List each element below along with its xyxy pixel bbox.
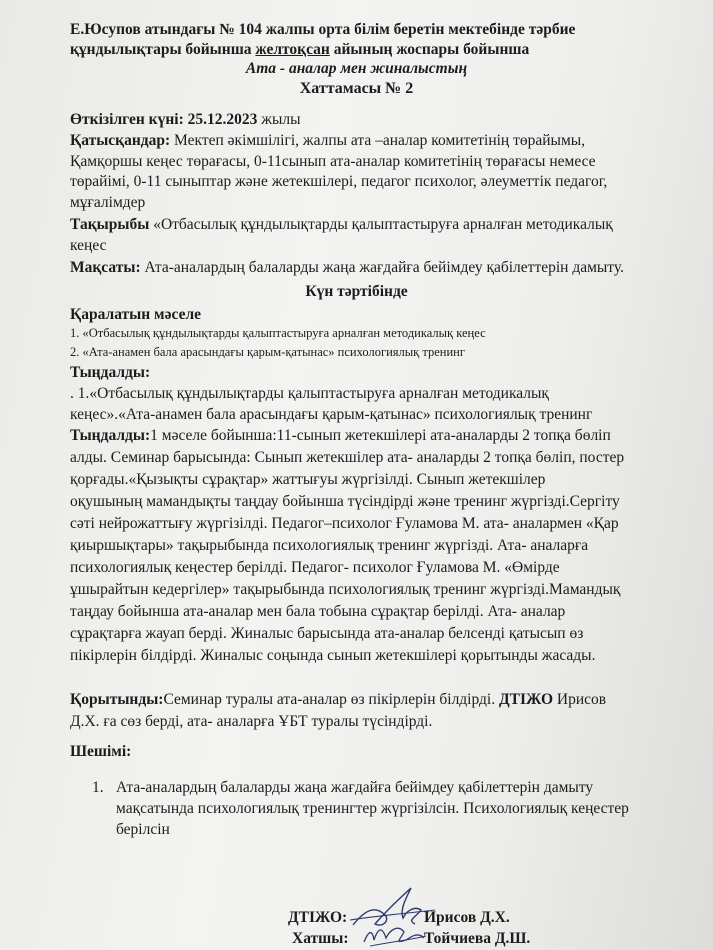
heard2-line-1: алды. Семинар барысында: Сынып жетекшілер ата- аналарды 2 топқа бөліп, постер <box>70 449 625 466</box>
month-underlined: желтоқсан <box>255 41 330 58</box>
decision-label: Шешімі: <box>70 743 132 760</box>
decision-line-2: мақсатында психологиялық тренингтер жүргізілсін. Психологиялық кеңестер <box>116 800 629 817</box>
heard2-line-3: оқушының мамандықты таңдау бойынша түсіндірді және тренинг жүргізді.Сергіту <box>70 493 620 510</box>
heard1-line-2: кеңес».«Ата-анамен бала арасындағы қарым-қатынас» психологиялық тренинг <box>70 406 593 423</box>
signature-name-2: Тойчиева Д.Ш. <box>424 930 531 947</box>
topic-line-2: кеңес <box>70 237 107 254</box>
handwritten-signature-2 <box>360 918 430 950</box>
heard2-line-10: пікірлерін білдірді. Жиналыс соңында сынып жетекшілері қорытынды жасады. <box>70 647 596 664</box>
participants-line-4: мұғалімдер <box>70 194 146 211</box>
agenda-item-2: 2. «Ата-анамен бала арасындағы қарым-қатынас» психологиялық тренинг <box>70 345 465 359</box>
participants-line-2: Қамқоршы кеңес төрағасы, 0-11сынып ата-аналар комитетінің төрағасы немесе <box>70 153 596 170</box>
heard2-line-8: таңдау бойынша ата-аналар мен бала тобына сұрақтар берілді. Ата- аналар <box>70 603 566 620</box>
date-line: Өткізілген күні: 25.12.2023 жылы <box>70 111 301 128</box>
heard2-line-5: қиыршықтары» тақырыбында психологиялық тренинг жүргізді. Ата- аналарға <box>70 537 589 554</box>
heard2-line-9: сұрақтарға жауап берді. Жиналыс барысында ата-аналар белсенді қатысып өз <box>70 625 584 642</box>
decision-line-1: Ата-аналардың балаларды жаңа жағдайға бейімдеу қабілеттерін дамыту <box>116 779 594 796</box>
heard2-line-7: ұшырайтын кедергілер» тақырыбында психологиялық тренинг жүргізді.Мамандық <box>70 581 621 598</box>
participants-line-3: төрайімі, 0-11 сыныптар және жетекшілері, педагог психолог, әлеуметтік педагог, <box>70 173 608 190</box>
heard-label-1: Тыңдалды: <box>70 364 151 381</box>
agenda-item-1: 1. «Отбасылық құндылықтарды қалыптастыруға арналған методикалық кеңес <box>70 326 486 340</box>
heard2-line-0: Тыңдалды:1 мәселе бойынша:11-сынып жетекшілері ата-аналарды 2 топқа бөліп <box>70 427 611 444</box>
heard1-line-1: . 1.«Отбасылық құндылықтарды қалыптастыруға арналған методикалық <box>70 385 549 402</box>
conclusion-line-2: Д.Х. ға сөз берді, ата- аналарға ҰБТ туралы түсіндірді. <box>70 713 433 730</box>
signature-name-1: Ирисов Д.Х. <box>424 909 510 926</box>
goal-line: Мақсаты: Ата-аналардың балаларды жаңа жағдайға бейімдеу қабілеттерін дамыту. <box>70 259 624 276</box>
decision-number: 1. <box>92 779 104 796</box>
conclusion-line-1: Қорытынды:Семинар туралы ата-аналар өз пікірлерін білдірді. ДТІЖО Ирисов <box>70 691 607 708</box>
decision-line-3: берілсін <box>116 821 170 838</box>
topic-line-1: Тақырыбы «Отбасылық құндылықтарды қалыптастыруға арналған методикалық <box>70 216 613 233</box>
signature-role-1: ДТІЖО: <box>288 909 348 926</box>
protocol-title: Хаттамасы № 2 <box>299 80 414 97</box>
agenda-title: Күн тәртібінде <box>305 283 408 300</box>
heard2-line-6: психологиялық кеңестер берілді. Педагог- психолог Ғуламова М. «Өмірде <box>70 559 560 576</box>
header-subtitle: Ата - аналар мен жиналыстың <box>245 60 468 77</box>
signature-role-2: Хатшы: <box>292 930 349 947</box>
participants-line-1: Қатысқандар: Мектеп әкімшілігі, жалпы ата –аналар комитетінің төрайымы, <box>70 132 586 149</box>
agenda-issue-label: Қаралатын мәселе <box>70 306 202 323</box>
header-line-1: Е.Юсупов атындағы № 104 жалпы орта білім беретін мектебінде тәрбие <box>70 21 576 38</box>
header-line-2: құндылықтары бойынша желтоқсан айының жоспары бойынша <box>70 41 530 58</box>
heard2-line-2: қорғады.«Қызықты сұрақтар» жаттығуы жүргізілді. Сынып жетекшілер <box>70 471 546 488</box>
heard2-line-4: сәті нейрожаттығу жүргізілді. Педагог–психолог Ғуламова М. ата- аналармен «Қар <box>70 515 619 532</box>
